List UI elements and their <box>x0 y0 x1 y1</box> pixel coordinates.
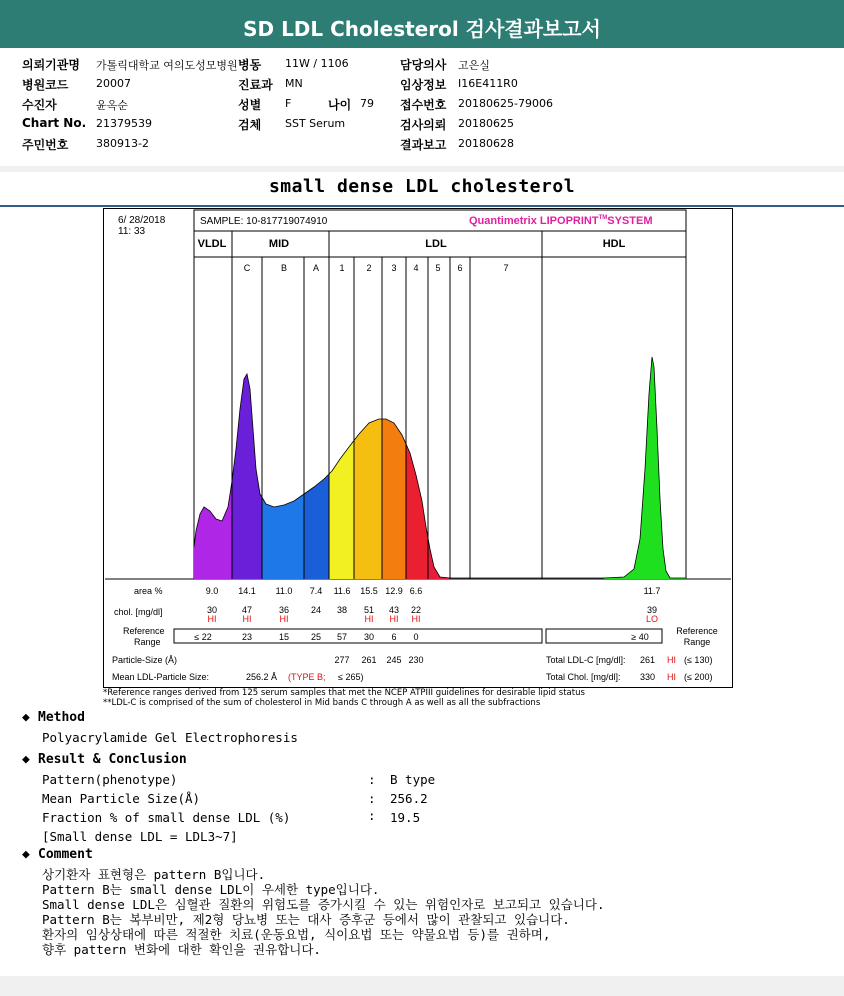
total-chol-flag: HI <box>667 672 676 682</box>
diamond-bullet-icon: ◆ <box>22 752 30 767</box>
result-colon: : <box>368 791 376 806</box>
chol-value-mid-c: 47 <box>241 605 253 615</box>
ldl3-band-fill <box>382 257 406 579</box>
result-heading: Result & Conclusion <box>38 752 187 767</box>
area-value-ldl2: 15.5 <box>360 586 378 596</box>
chol-value-ldl1: 38 <box>336 605 348 615</box>
group-mid: MID <box>268 238 290 250</box>
area-value-mid-a: 7.4 <box>309 586 323 596</box>
reference-value-ldl4: 0 <box>413 632 419 642</box>
band-label-7: 7 <box>503 263 509 273</box>
test-request-value: 20180625 <box>458 117 514 130</box>
area-value-hdl: 11.7 <box>643 586 661 596</box>
result-pattern-label: Pattern(phenotype) <box>42 772 178 787</box>
method-heading: Method <box>38 710 85 725</box>
band-label-1: 1 <box>339 263 345 273</box>
physician-value: 고은실 <box>458 59 490 72</box>
lipoprint-report <box>103 208 733 688</box>
patient-info-block <box>0 48 844 167</box>
result-colon: : <box>368 808 376 823</box>
comment-line: 상기환자 표현형은 pattern B입니다. <box>42 867 266 882</box>
chol-value-mid-a: 24 <box>310 605 322 615</box>
reference-notes <box>103 688 585 708</box>
reference-value-hdl: ≥ 40 <box>631 632 649 642</box>
requesting-institution-value: 가톨릭대학교 여의도성모병원 <box>96 59 238 72</box>
report-title: SD LDL Cholesterol 검사결과보고서 <box>243 17 601 41</box>
section-subtitle: small dense LDL cholesterol <box>268 176 576 197</box>
clinical-info-value: I16E411R0 <box>458 77 518 90</box>
total-chol-reference: (≤ 200) <box>684 672 713 682</box>
method-section <box>22 710 85 725</box>
report-time: 11: 33 <box>118 226 146 237</box>
result-report-label: 결과보고 <box>400 138 447 152</box>
department-label: 진료과 <box>238 78 273 92</box>
divider-band <box>0 166 844 172</box>
ldl1-band-fill <box>329 257 354 579</box>
diamond-bullet-icon: ◆ <box>22 710 30 725</box>
total-ldl-value: 261 <box>640 655 656 665</box>
result-fraction-label: Fraction % of small dense LDL (%) <box>42 810 291 825</box>
result-section <box>22 752 187 767</box>
chol-value-ldl4: 22 <box>410 605 422 615</box>
profile-fill-group <box>194 257 686 579</box>
ldl5-band-fill <box>428 257 450 579</box>
result-pattern-value: B type <box>390 772 436 787</box>
comment-line: Small dense LDL은 심혈관 질환의 위험도를 증가시킬 수 있는 위험인자로 보고되고 있습니다. <box>42 897 605 912</box>
method-text: Polyacrylamide Gel Electrophoresis <box>42 730 298 745</box>
hospital-code-label: 병원코드 <box>22 78 69 92</box>
comment-line: Pattern B는 복부비만, 제2형 당뇨병 또는 대사 증후군 등에서 많이 관찰되고 있습니다. <box>42 912 570 927</box>
ldl-reference-box <box>174 629 542 643</box>
brand-label: Quantimetrix LIPOPRINT™SYSTEM <box>469 215 653 227</box>
band-label-b: B <box>280 263 288 273</box>
mean-particle-size-label: Mean LDL-Particle Size: <box>112 672 210 682</box>
band-label-5: 5 <box>435 263 441 273</box>
ward-value: 11W / 1106 <box>285 57 349 70</box>
chol-value-ldl3: 43 <box>388 605 400 615</box>
band-label-2: 2 <box>366 263 372 273</box>
chol-flag-mid-b: HI <box>279 614 289 624</box>
specimen-value: SST Serum <box>285 117 346 130</box>
vldl-band-fill <box>194 257 232 579</box>
right-reference-label-1: Reference <box>676 626 718 636</box>
chol-value-vldl: 30 <box>206 605 218 615</box>
reference-value-mid-a: 25 <box>310 632 322 642</box>
chart-no-value: 21379539 <box>96 117 152 130</box>
area-value-mid-b: 11.0 <box>275 586 293 596</box>
comment-line: 환자의 임상상태에 따른 적절한 치료(운동요법, 식이요법 또는 약물요법 등)를 권하며, <box>42 927 551 942</box>
chol-row-label: chol. [mg/dl] <box>114 607 163 617</box>
reference-row-label-2: Range <box>134 637 161 647</box>
reference-value-mid-b: 15 <box>278 632 290 642</box>
band-label-6: 6 <box>457 263 463 273</box>
result-report-value: 20180628 <box>458 137 514 150</box>
mid-b-band-fill <box>262 257 304 579</box>
report-header-bar <box>0 0 844 48</box>
result-colon: : <box>368 772 376 787</box>
band-label-a: A <box>312 263 320 273</box>
requesting-institution-label: 의뢰기관명 <box>22 58 80 72</box>
mean-particle-reference: ≤ 265) <box>338 672 364 682</box>
mid-c-band-fill <box>232 257 262 579</box>
comment-section <box>22 847 93 862</box>
chart-no-label: Chart No. <box>22 116 87 130</box>
particle-size-value-1: 277 <box>334 655 350 665</box>
total-ldl-reference: (≤ 130) <box>684 655 713 665</box>
reference-value-ldl3: 6 <box>391 632 397 642</box>
reference-note-1: *Reference ranges derived from 125 serum samples that met the NCEP ATPIII guidelines for desirable lipid status <box>103 688 585 698</box>
result-mean-size-label: Mean Particle Size(Å) <box>42 791 201 806</box>
band-label-c: C <box>243 263 251 273</box>
hospital-code-value: 20007 <box>96 77 131 90</box>
area-value-mid-c: 14.1 <box>238 586 256 596</box>
patient-name-label: 수진자 <box>22 98 57 112</box>
area-value-ldl3: 12.9 <box>385 586 403 596</box>
result-fraction-value: 19.5 <box>390 810 421 825</box>
result-note: [Small dense LDL = LDL3~7] <box>42 829 238 844</box>
subtitle-underline <box>0 205 844 207</box>
resident-number-label: 주민번호 <box>22 138 69 152</box>
lipoprint-chart <box>104 209 732 687</box>
receipt-number-value: 20180625-79006 <box>458 97 553 110</box>
chol-value-mid-b: 36 <box>278 605 290 615</box>
patient-name-value: 윤옥순 <box>96 99 128 112</box>
band-label-4: 4 <box>413 263 419 273</box>
age-value: 79 <box>360 97 374 110</box>
comment-line: Pattern B는 small dense LDL이 우세한 type입니다. <box>42 882 380 897</box>
band-label-3: 3 <box>391 263 397 273</box>
chol-flag-vldl: HI <box>207 614 217 624</box>
ldl2-band-fill <box>354 257 382 579</box>
reference-row-label-1: Reference <box>123 626 165 636</box>
diamond-bullet-icon: ◆ <box>22 847 30 862</box>
right-reference-label-2: Range <box>683 637 711 647</box>
particle-size-value-3: 245 <box>386 655 402 665</box>
mid-a-band-fill <box>304 257 329 579</box>
mean-particle-size-value: 256.2 Å <box>246 672 278 682</box>
group-ldl: LDL <box>425 238 447 250</box>
ldl4-band-fill <box>406 257 428 579</box>
comment-heading: Comment <box>38 847 93 862</box>
total-ldl-flag: HI <box>667 655 676 665</box>
chol-flag-ldl2: HI <box>364 614 374 624</box>
report-date: 6/ 28/2018 <box>118 215 166 226</box>
chol-flag-ldl3: HI <box>389 614 399 624</box>
sample-id: SAMPLE: 10-817719074910 <box>200 216 328 227</box>
total-chol-value: 330 <box>640 672 656 682</box>
particle-size-value-4: 230 <box>408 655 424 665</box>
hdl-band-fill <box>604 257 686 579</box>
result-mean-size-value: 256.2 <box>390 791 428 806</box>
specimen-label: 검체 <box>238 118 262 132</box>
receipt-number-label: 접수번호 <box>400 98 447 112</box>
sex-label: 성별 <box>238 98 262 112</box>
reference-value-ldl1: 57 <box>336 632 348 642</box>
department-value: MN <box>285 77 303 90</box>
total-chol-label: Total Chol. [mg/dl]: <box>546 672 621 682</box>
particle-size-row-label: Particle-Size (Å) <box>112 655 178 665</box>
area-value-ldl1: 11.6 <box>333 586 351 596</box>
reference-note-2: **LDL-C is comprised of the sum of cholesterol in Mid bands C through A as well as all the subfractions <box>103 698 541 708</box>
reference-value-vldl: ≤ 22 <box>194 632 212 642</box>
mean-particle-type: (TYPE B; <box>288 672 326 682</box>
area-row-label: area % <box>134 586 163 596</box>
area-value-ldl4: 6.6 <box>409 586 423 596</box>
reference-value-mid-c: 23 <box>241 632 253 642</box>
sex-value: F <box>285 97 292 110</box>
group-hdl: HDL <box>602 238 626 250</box>
total-ldl-label: Total LDL-C [mg/dl]: <box>546 655 626 665</box>
group-vldl: VLDL <box>197 238 227 250</box>
age-label: 나이 <box>328 98 352 112</box>
area-value-vldl: 9.0 <box>205 586 219 596</box>
comment-line: 향후 pattern 변화에 대한 확인을 권유합니다. <box>42 942 321 957</box>
band-value-columns <box>194 586 660 665</box>
chol-value-ldl2: 51 <box>363 605 375 615</box>
footer-band <box>0 976 844 996</box>
physician-label: 담당의사 <box>400 58 447 72</box>
reference-value-ldl2: 30 <box>363 632 375 642</box>
chol-flag-mid-c: HI <box>242 614 252 624</box>
chol-value-hdl: 39 <box>646 605 658 615</box>
chol-flag-ldl4: HI <box>411 614 421 624</box>
test-request-label: 검사의뢰 <box>400 118 447 132</box>
particle-size-value-2: 261 <box>361 655 377 665</box>
clinical-info-label: 임상정보 <box>400 78 447 92</box>
chol-flag-hdl: LO <box>645 614 659 624</box>
ward-label: 병동 <box>238 58 262 72</box>
resident-number-value: 380913-2 <box>96 137 149 150</box>
